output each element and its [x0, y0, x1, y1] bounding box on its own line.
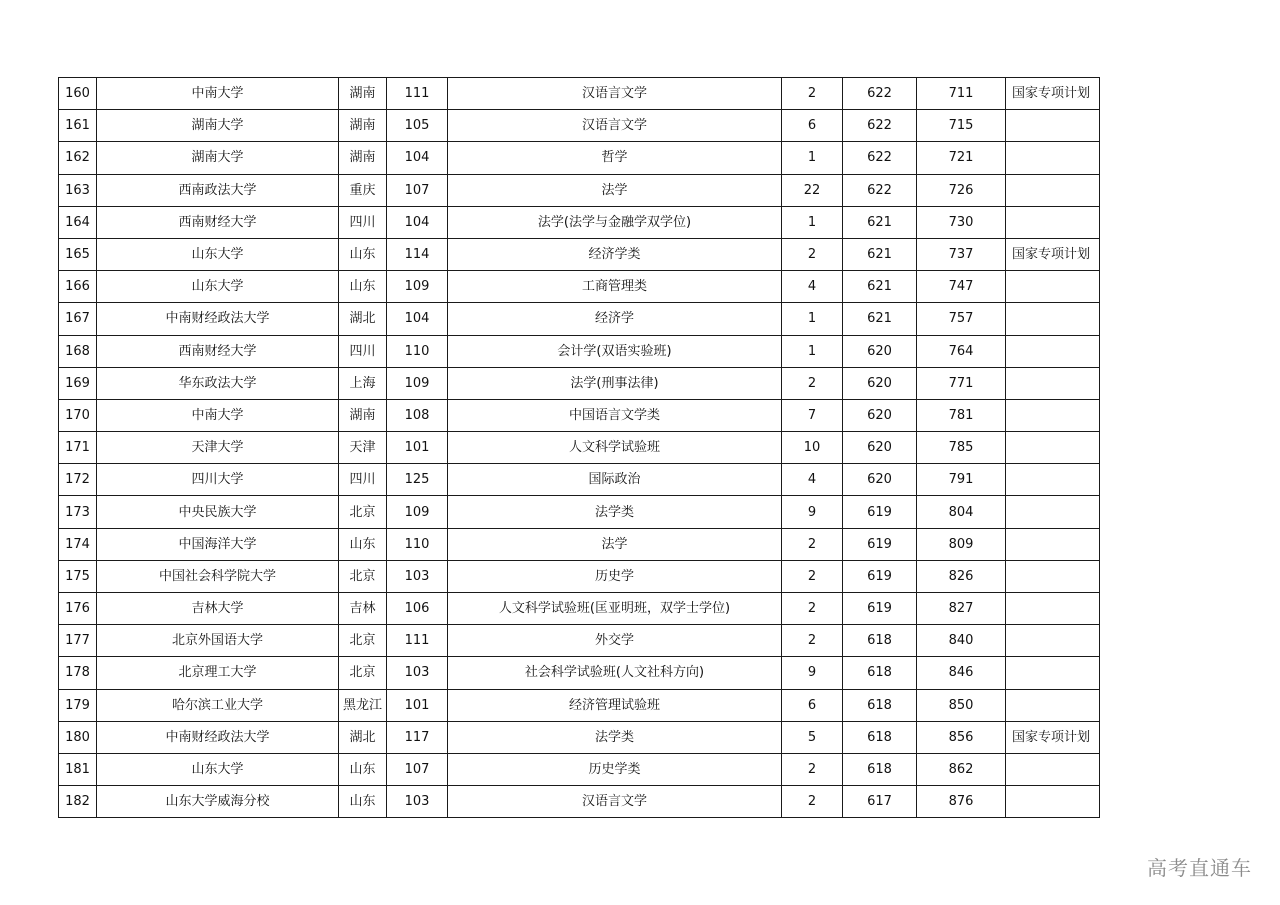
cell-enrollment: 5	[782, 721, 843, 753]
cell-min-score: 618	[843, 721, 917, 753]
cell-min-score: 622	[843, 110, 917, 142]
cell-position: 785	[917, 432, 1006, 464]
cell-major: 工商管理类	[448, 271, 782, 303]
cell-code: 109	[387, 496, 448, 528]
cell-position: 757	[917, 303, 1006, 335]
cell-min-score: 617	[843, 786, 917, 818]
cell-min-score: 620	[843, 399, 917, 431]
cell-code: 101	[387, 432, 448, 464]
cell-note	[1006, 464, 1100, 496]
cell-enrollment: 9	[782, 657, 843, 689]
cell-major: 汉语言文学	[448, 78, 782, 110]
table-row	[59, 689, 1100, 721]
table-row	[59, 496, 1100, 528]
cell-university: 山东大学威海分校	[97, 786, 339, 818]
cell-enrollment: 9	[782, 496, 843, 528]
cell-province: 湖南	[339, 142, 387, 174]
cell-enrollment: 2	[782, 78, 843, 110]
cell-min-score: 621	[843, 206, 917, 238]
cell-rank: 180	[59, 721, 97, 753]
cell-rank: 182	[59, 786, 97, 818]
table-row	[59, 206, 1100, 238]
cell-min-score: 620	[843, 432, 917, 464]
table-row	[59, 174, 1100, 206]
cell-rank: 162	[59, 142, 97, 174]
cell-major: 法学类	[448, 496, 782, 528]
cell-position: 711	[917, 78, 1006, 110]
cell-min-score: 619	[843, 560, 917, 592]
cell-major: 法学(法学与金融学双学位)	[448, 206, 782, 238]
cell-major: 历史学类	[448, 753, 782, 785]
cell-position: 781	[917, 399, 1006, 431]
table-row	[59, 432, 1100, 464]
cell-major: 汉语言文学	[448, 786, 782, 818]
cell-major: 法学	[448, 528, 782, 560]
cell-province: 山东	[339, 753, 387, 785]
cell-enrollment: 2	[782, 367, 843, 399]
cell-code: 103	[387, 560, 448, 592]
table-row	[59, 335, 1100, 367]
admission-score-table	[58, 77, 1100, 818]
cell-major: 会计学(双语实验班)	[448, 335, 782, 367]
cell-major: 法学类	[448, 721, 782, 753]
cell-province: 四川	[339, 206, 387, 238]
cell-enrollment: 10	[782, 432, 843, 464]
table-row	[59, 142, 1100, 174]
watermark-text: 高考直通车	[1147, 856, 1252, 880]
cell-major: 法学(刑事法律)	[448, 367, 782, 399]
cell-university: 哈尔滨工业大学	[97, 689, 339, 721]
cell-university: 湖南大学	[97, 110, 339, 142]
cell-code: 101	[387, 689, 448, 721]
cell-position: 809	[917, 528, 1006, 560]
table-row	[59, 657, 1100, 689]
cell-province: 重庆	[339, 174, 387, 206]
cell-min-score: 622	[843, 78, 917, 110]
cell-position: 856	[917, 721, 1006, 753]
cell-major: 国际政治	[448, 464, 782, 496]
cell-rank: 161	[59, 110, 97, 142]
cell-note	[1006, 335, 1100, 367]
cell-min-score: 620	[843, 335, 917, 367]
cell-major: 外交学	[448, 625, 782, 657]
cell-min-score: 621	[843, 303, 917, 335]
cell-position: 826	[917, 560, 1006, 592]
cell-min-score: 620	[843, 464, 917, 496]
cell-university: 山东大学	[97, 238, 339, 270]
cell-major: 历史学	[448, 560, 782, 592]
table-row	[59, 560, 1100, 592]
cell-province: 北京	[339, 625, 387, 657]
cell-min-score: 619	[843, 528, 917, 560]
cell-enrollment: 6	[782, 110, 843, 142]
cell-rank: 172	[59, 464, 97, 496]
cell-note	[1006, 560, 1100, 592]
cell-university: 山东大学	[97, 271, 339, 303]
cell-position: 764	[917, 335, 1006, 367]
cell-university: 吉林大学	[97, 593, 339, 625]
cell-province: 北京	[339, 496, 387, 528]
cell-note	[1006, 142, 1100, 174]
table-row	[59, 721, 1100, 753]
cell-university: 中南财经政法大学	[97, 303, 339, 335]
cell-rank: 166	[59, 271, 97, 303]
cell-code: 108	[387, 399, 448, 431]
cell-code: 125	[387, 464, 448, 496]
cell-min-score: 618	[843, 625, 917, 657]
cell-major: 中国语言文学类	[448, 399, 782, 431]
cell-position: 850	[917, 689, 1006, 721]
cell-min-score: 622	[843, 174, 917, 206]
cell-position: 747	[917, 271, 1006, 303]
cell-position: 721	[917, 142, 1006, 174]
cell-rank: 175	[59, 560, 97, 592]
cell-province: 吉林	[339, 593, 387, 625]
table-row	[59, 464, 1100, 496]
table-row	[59, 238, 1100, 270]
cell-province: 四川	[339, 335, 387, 367]
cell-rank: 164	[59, 206, 97, 238]
cell-position: 804	[917, 496, 1006, 528]
cell-note	[1006, 271, 1100, 303]
cell-university: 北京理工大学	[97, 657, 339, 689]
cell-note	[1006, 625, 1100, 657]
table-row	[59, 271, 1100, 303]
cell-enrollment: 2	[782, 593, 843, 625]
cell-province: 山东	[339, 786, 387, 818]
cell-university: 中南大学	[97, 78, 339, 110]
table-row	[59, 367, 1100, 399]
cell-major: 汉语言文学	[448, 110, 782, 142]
cell-enrollment: 1	[782, 335, 843, 367]
cell-position: 876	[917, 786, 1006, 818]
cell-university: 四川大学	[97, 464, 339, 496]
cell-province: 北京	[339, 657, 387, 689]
cell-university: 西南财经大学	[97, 335, 339, 367]
cell-province: 湖北	[339, 721, 387, 753]
cell-rank: 165	[59, 238, 97, 270]
cell-enrollment: 2	[782, 528, 843, 560]
cell-code: 110	[387, 528, 448, 560]
cell-province: 上海	[339, 367, 387, 399]
table-row	[59, 753, 1100, 785]
cell-major: 哲学	[448, 142, 782, 174]
cell-code: 103	[387, 786, 448, 818]
cell-rank: 163	[59, 174, 97, 206]
cell-province: 湖南	[339, 110, 387, 142]
cell-university: 中南财经政法大学	[97, 721, 339, 753]
cell-rank: 170	[59, 399, 97, 431]
cell-rank: 168	[59, 335, 97, 367]
cell-university: 中央民族大学	[97, 496, 339, 528]
cell-position: 737	[917, 238, 1006, 270]
cell-position: 846	[917, 657, 1006, 689]
cell-note	[1006, 496, 1100, 528]
cell-code: 109	[387, 367, 448, 399]
cell-major: 法学	[448, 174, 782, 206]
cell-university: 中国海洋大学	[97, 528, 339, 560]
cell-province: 山东	[339, 528, 387, 560]
cell-note	[1006, 657, 1100, 689]
cell-note: 国家专项计划	[1006, 721, 1100, 753]
cell-university: 中南大学	[97, 399, 339, 431]
table-row	[59, 110, 1100, 142]
cell-province: 湖北	[339, 303, 387, 335]
cell-note	[1006, 528, 1100, 560]
cell-major: 人文科学试验班(匡亚明班，双学士学位)	[448, 593, 782, 625]
cell-note: 国家专项计划	[1006, 78, 1100, 110]
cell-position: 730	[917, 206, 1006, 238]
cell-rank: 174	[59, 528, 97, 560]
cell-position: 771	[917, 367, 1006, 399]
cell-min-score: 620	[843, 367, 917, 399]
cell-university: 西南政法大学	[97, 174, 339, 206]
cell-min-score: 618	[843, 689, 917, 721]
cell-note	[1006, 110, 1100, 142]
cell-code: 107	[387, 174, 448, 206]
cell-code: 103	[387, 657, 448, 689]
cell-rank: 179	[59, 689, 97, 721]
cell-rank: 176	[59, 593, 97, 625]
cell-enrollment: 2	[782, 753, 843, 785]
cell-note	[1006, 432, 1100, 464]
cell-major: 经济管理试验班	[448, 689, 782, 721]
cell-position: 827	[917, 593, 1006, 625]
cell-major: 社会科学试验班(人文社科方向)	[448, 657, 782, 689]
cell-rank: 160	[59, 78, 97, 110]
cell-university: 山东大学	[97, 753, 339, 785]
cell-rank: 177	[59, 625, 97, 657]
cell-min-score: 619	[843, 593, 917, 625]
cell-province: 四川	[339, 464, 387, 496]
cell-rank: 178	[59, 657, 97, 689]
cell-note: 国家专项计划	[1006, 238, 1100, 270]
cell-note	[1006, 753, 1100, 785]
cell-enrollment: 1	[782, 206, 843, 238]
cell-note	[1006, 206, 1100, 238]
cell-note	[1006, 367, 1100, 399]
cell-enrollment: 2	[782, 786, 843, 818]
cell-rank: 181	[59, 753, 97, 785]
cell-enrollment: 1	[782, 142, 843, 174]
cell-university: 中国社会科学院大学	[97, 560, 339, 592]
cell-rank: 169	[59, 367, 97, 399]
cell-position: 726	[917, 174, 1006, 206]
cell-university: 西南财经大学	[97, 206, 339, 238]
cell-code: 105	[387, 110, 448, 142]
cell-code: 117	[387, 721, 448, 753]
cell-note	[1006, 399, 1100, 431]
cell-university: 湖南大学	[97, 142, 339, 174]
cell-rank: 173	[59, 496, 97, 528]
cell-province: 湖南	[339, 399, 387, 431]
cell-enrollment: 22	[782, 174, 843, 206]
table-body	[59, 78, 1100, 818]
cell-min-score: 621	[843, 238, 917, 270]
cell-province: 湖南	[339, 78, 387, 110]
cell-note	[1006, 593, 1100, 625]
table-row	[59, 593, 1100, 625]
table-row	[59, 528, 1100, 560]
cell-province: 黑龙江	[339, 689, 387, 721]
cell-code: 107	[387, 753, 448, 785]
cell-code: 104	[387, 303, 448, 335]
cell-note	[1006, 303, 1100, 335]
cell-note	[1006, 786, 1100, 818]
cell-enrollment: 6	[782, 689, 843, 721]
cell-province: 山东	[339, 238, 387, 270]
cell-code: 114	[387, 238, 448, 270]
cell-university: 天津大学	[97, 432, 339, 464]
cell-rank: 167	[59, 303, 97, 335]
table-row	[59, 786, 1100, 818]
cell-major: 经济学类	[448, 238, 782, 270]
cell-position: 715	[917, 110, 1006, 142]
cell-enrollment: 2	[782, 560, 843, 592]
cell-major: 经济学	[448, 303, 782, 335]
cell-code: 106	[387, 593, 448, 625]
cell-province: 山东	[339, 271, 387, 303]
cell-enrollment: 2	[782, 238, 843, 270]
cell-code: 111	[387, 78, 448, 110]
cell-min-score: 622	[843, 142, 917, 174]
cell-enrollment: 2	[782, 625, 843, 657]
cell-note	[1006, 174, 1100, 206]
cell-code: 109	[387, 271, 448, 303]
table-row	[59, 303, 1100, 335]
cell-code: 104	[387, 142, 448, 174]
cell-enrollment: 4	[782, 464, 843, 496]
table-row	[59, 399, 1100, 431]
table-row	[59, 625, 1100, 657]
table-row	[59, 78, 1100, 110]
cell-university: 华东政法大学	[97, 367, 339, 399]
cell-enrollment: 7	[782, 399, 843, 431]
cell-code: 104	[387, 206, 448, 238]
cell-code: 111	[387, 625, 448, 657]
cell-province: 天津	[339, 432, 387, 464]
cell-min-score: 618	[843, 657, 917, 689]
cell-rank: 171	[59, 432, 97, 464]
cell-code: 110	[387, 335, 448, 367]
cell-major: 人文科学试验班	[448, 432, 782, 464]
cell-enrollment: 1	[782, 303, 843, 335]
cell-position: 840	[917, 625, 1006, 657]
cell-min-score: 621	[843, 271, 917, 303]
cell-province: 北京	[339, 560, 387, 592]
cell-position: 791	[917, 464, 1006, 496]
cell-position: 862	[917, 753, 1006, 785]
cell-min-score: 619	[843, 496, 917, 528]
cell-enrollment: 4	[782, 271, 843, 303]
cell-university: 北京外国语大学	[97, 625, 339, 657]
cell-note	[1006, 689, 1100, 721]
cell-min-score: 618	[843, 753, 917, 785]
